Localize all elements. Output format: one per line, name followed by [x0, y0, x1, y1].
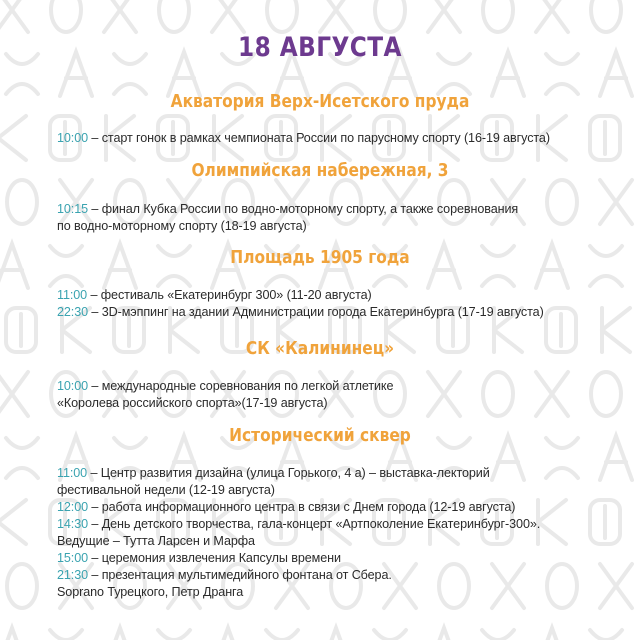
schedule-line [57, 482, 617, 499]
venue-title-olimpiyskaya: Олимпийская набережная, 3 [191, 161, 449, 181]
schedule-block-olimpiyskaya [57, 201, 617, 235]
schedule-line [57, 201, 617, 218]
venue-title-ploshchad-1905: Площадь 1905 года [230, 248, 410, 268]
event-time: 21:30 [57, 568, 89, 582]
schedule-block-akvatoriya [57, 130, 617, 147]
schedule-block-kalininets [57, 378, 617, 412]
schedule-line [57, 567, 617, 584]
schedule-line [57, 130, 617, 147]
schedule-line [57, 499, 617, 516]
event-description: Soprano Турецкого, Петр Дранга [57, 585, 244, 599]
event-time: 11:00 [57, 466, 88, 480]
schedule-line [57, 550, 617, 567]
schedule-line [57, 378, 617, 395]
event-description: – фестиваль «Екатеринбург 300» (11-20 августа) [87, 288, 372, 302]
page-title: 18 АВГУСТА [238, 32, 402, 63]
event-description: – старт гонок в рамках чемпионата России по парусному спорту (16-19 августа) [88, 131, 550, 145]
event-description: – 3D-мэппинг на здании Администрации города Екатеринбурга (17-19 августа) [88, 305, 544, 319]
schedule-line [57, 516, 617, 533]
event-time: 12:00 [57, 500, 89, 514]
event-description: – церемония извлечения Капсулы времени [88, 551, 341, 565]
schedule-block-istoricheskiy-skver [57, 465, 617, 601]
event-time: 14:30 [57, 517, 89, 531]
event-time: 15:00 [57, 551, 89, 565]
schedule-line [57, 465, 617, 482]
event-description: – Центр развития дизайна (улица Горького, 4 а) – выставка-лекторий [87, 466, 490, 480]
event-description: – финал Кубка России по водно-моторному спорту, а также соревнования [88, 202, 519, 216]
event-time: 10:00 [57, 379, 89, 393]
schedule-block-ploshchad-1905 [57, 287, 617, 321]
schedule-line [57, 584, 617, 601]
schedule-line [57, 287, 617, 304]
schedule-line [57, 304, 617, 321]
event-time: 10:00 [57, 131, 89, 145]
schedule-line [57, 395, 617, 412]
event-description: «Королева российского спорта»(17-19 августа) [57, 396, 328, 410]
event-description: по водно-моторному спорту (18-19 августа) [57, 219, 307, 233]
venue-title-istoricheskiy-skver: Исторический сквер [229, 426, 411, 446]
event-time: 10:15 [57, 202, 89, 216]
venue-title-kalininets: СК «Калининец» [245, 339, 395, 359]
venue-title-akvatoriya: Акватория Верх-Исетского пруда [170, 92, 470, 112]
schedule-line [57, 218, 617, 235]
event-description: – международные соревнования по легкой атлетике [88, 379, 394, 393]
event-description: – презентация мультимедийного фонтана от Сбера. [88, 568, 392, 582]
schedule-line [57, 533, 617, 550]
event-time: 11:00 [57, 288, 88, 302]
event-description: – работа информационного центра в связи с Днем города (12-19 августа) [88, 500, 516, 514]
event-description: Ведущие – Тутта Ларсен и Марфа [57, 534, 255, 548]
event-time: 22:30 [57, 305, 89, 319]
event-description: – День детского творчества, гала-концерт «Артпоколение Екатеринбург-300». [88, 517, 541, 531]
event-description: фестивальной недели (12-19 августа) [57, 483, 275, 497]
